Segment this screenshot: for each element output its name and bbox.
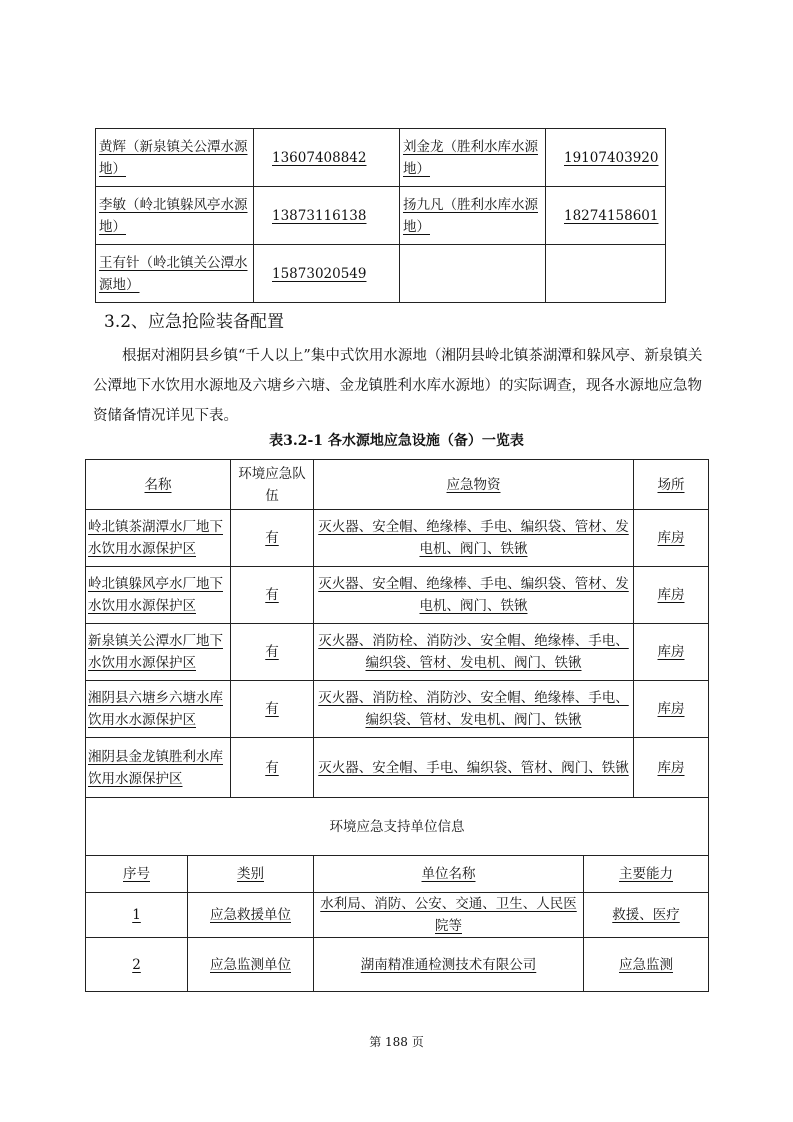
support-ability: 应急监测 xyxy=(584,938,709,992)
header-ability: 主要能力 xyxy=(584,856,709,893)
contact-name: 黄辉（新泉镇关公潭水源地） xyxy=(96,129,254,187)
support-no: 1 xyxy=(86,893,188,938)
header-name: 名称 xyxy=(86,460,231,510)
facility-materials: 灭火器、消防栓、消防沙、安全帽、绝缘棒、手电、编织袋、管材、发电机、阀门、铁锹 xyxy=(314,681,634,738)
contact-phone: 19107403920 xyxy=(546,129,666,187)
facility-place: 库房 xyxy=(634,567,709,624)
support-unit: 湖南精准通检测技术有限公司 xyxy=(314,938,584,992)
facility-team: 有 xyxy=(231,624,314,681)
contact-name: 刘金龙（胜利水库水源地） xyxy=(400,129,546,187)
facility-team: 有 xyxy=(231,510,314,567)
body-paragraph: 根据对湘阴县乡镇“千人以上”集中式饮用水源地（湘阴县岭北镇茶湖潭和躲风亭、新泉镇关公潭地下水饮用水源地及六塘乡六塘、金龙镇胜利水库水源地）的实际调查，现各水源地应急物资储备情况详见下表。 xyxy=(93,348,703,424)
contact-phone: 18274158601 xyxy=(546,187,666,245)
support-header-row xyxy=(86,856,709,893)
facility-name: 湘阴县六塘乡六塘水库饮用水水源保护区 xyxy=(86,681,231,738)
table-row xyxy=(96,187,666,245)
header-no: 序号 xyxy=(86,856,188,893)
facility-materials: 灭火器、安全帽、绝缘棒、手电、编织袋、管材、发电机、阀门、铁锹 xyxy=(314,510,634,567)
contact-phone xyxy=(546,245,666,303)
contact-phone: 13873116138 xyxy=(254,187,400,245)
support-ability: 救援、医疗 xyxy=(584,893,709,938)
table-header-row xyxy=(86,460,709,510)
header-place: 场所 xyxy=(634,460,709,510)
facility-materials: 灭火器、安全帽、手电、编织袋、管材、阀门、铁锹 xyxy=(314,738,634,798)
facility-place: 库房 xyxy=(634,624,709,681)
table-row xyxy=(86,738,709,798)
contact-name xyxy=(400,245,546,303)
facility-name: 新泉镇关公潭水厂地下水饮用水源保护区 xyxy=(86,624,231,681)
contact-table xyxy=(95,128,666,303)
contact-phone: 15873020549 xyxy=(254,245,400,303)
facility-name: 岭北镇茶湖潭水厂地下水饮用水源保护区 xyxy=(86,510,231,567)
table-row xyxy=(96,245,666,303)
facility-place: 库房 xyxy=(634,738,709,798)
support-title-row xyxy=(86,798,709,856)
facility-materials: 灭火器、消防栓、消防沙、安全帽、绝缘棒、手电、编织袋、管材、发电机、阀门、铁锹 xyxy=(314,624,634,681)
facility-team: 有 xyxy=(231,738,314,798)
facility-place: 库房 xyxy=(634,681,709,738)
support-no: 2 xyxy=(86,938,188,992)
facility-place: 库房 xyxy=(634,510,709,567)
support-title: 环境应急支持单位信息 xyxy=(86,798,709,856)
header-materials: 应急物资 xyxy=(314,460,634,510)
table-caption: 表3.2-1 各水源地应急设施（备）一览表 xyxy=(269,433,524,449)
header-unit: 单位名称 xyxy=(314,856,584,893)
header-team: 环境应急队伍 xyxy=(231,460,314,510)
facility-team: 有 xyxy=(231,681,314,738)
support-category: 应急救援单位 xyxy=(188,893,314,938)
section-heading: 3.2、应急抢险装备配置 xyxy=(104,312,285,332)
contact-phone: 13607408842 xyxy=(254,129,400,187)
contact-name: 李敏（岭北镇躲风亭水源地） xyxy=(96,187,254,245)
header-category: 类别 xyxy=(188,856,314,893)
table-row xyxy=(86,938,709,992)
table-row xyxy=(86,510,709,567)
support-category: 应急监测单位 xyxy=(188,938,314,992)
support-unit: 水利局、消防、公安、交通、卫生、人民医院等 xyxy=(314,893,584,938)
facility-table xyxy=(85,459,709,992)
contact-name: 扬九凡（胜利水库水源地） xyxy=(400,187,546,245)
table-row xyxy=(86,681,709,738)
facility-materials: 灭火器、安全帽、绝缘棒、手电、编织袋、管材、发电机、阀门、铁锹 xyxy=(314,567,634,624)
contact-name: 王有针（岭北镇关公潭水源地） xyxy=(96,245,254,303)
facility-name: 湘阴县金龙镇胜利水库饮用水源保护区 xyxy=(86,738,231,798)
page-number: 第 188 页 xyxy=(369,1035,424,1049)
facility-team: 有 xyxy=(231,567,314,624)
facility-name: 岭北镇躲风亭水厂地下水饮用水源保护区 xyxy=(86,567,231,624)
table-row xyxy=(96,129,666,187)
table-row xyxy=(86,893,709,938)
table-row xyxy=(86,567,709,624)
table-row xyxy=(86,624,709,681)
